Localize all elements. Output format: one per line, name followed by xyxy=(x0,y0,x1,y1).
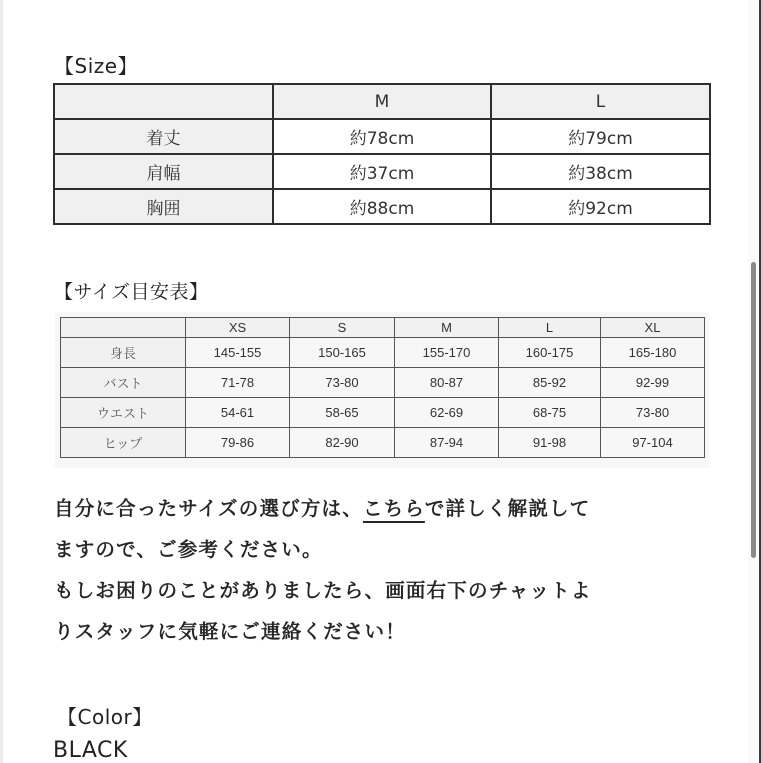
table-cell: 91-98 xyxy=(499,428,601,458)
table-cell: 85-92 xyxy=(499,368,601,398)
scrollbar-thumb[interactable] xyxy=(751,262,756,558)
header-cell-l: L xyxy=(499,318,601,338)
left-edge xyxy=(0,0,3,763)
size-guide-text xyxy=(54,488,714,652)
row-label: 肩幅 xyxy=(54,154,273,189)
table-cell: 92-99 xyxy=(601,368,705,398)
table-row xyxy=(61,428,705,458)
row-label: ウエスト xyxy=(61,398,186,428)
table-cell: 58-65 xyxy=(290,398,395,428)
table-cell: 54-61 xyxy=(186,398,290,428)
table-cell: 82-90 xyxy=(290,428,395,458)
guide-line-2: ますので、ご参考ください。 xyxy=(54,538,323,561)
table-cell: 約88cm xyxy=(273,189,491,224)
row-label: 着丈 xyxy=(54,119,273,154)
table-cell: 165-180 xyxy=(601,338,705,368)
color-heading: 【Color】 xyxy=(57,705,153,729)
row-label: 胸囲 xyxy=(54,189,273,224)
table-cell: 160-175 xyxy=(499,338,601,368)
table-cell: 62-69 xyxy=(395,398,499,428)
header-cell-l: L xyxy=(491,84,710,119)
size-heading: 【Size】 xyxy=(54,54,139,78)
size-chart-table xyxy=(60,317,705,458)
header-cell-xs: XS xyxy=(186,318,290,338)
size-table-header xyxy=(54,84,710,119)
table-row xyxy=(54,154,710,189)
guide-text-after-link: で詳しく解説して xyxy=(424,497,591,520)
table-cell: 71-78 xyxy=(186,368,290,398)
table-cell: 87-94 xyxy=(395,428,499,458)
guide-text-before-link: 自分に合ったサイズの選び方は、 xyxy=(54,497,363,520)
guide-line-1 xyxy=(54,488,714,529)
table-row xyxy=(61,338,705,368)
header-cell-s: S xyxy=(290,318,395,338)
table-cell: 約38cm xyxy=(491,154,710,189)
table-row xyxy=(61,368,705,398)
header-cell-empty xyxy=(61,318,186,338)
table-cell: 73-80 xyxy=(290,368,395,398)
size-chart-heading: 【サイズ目安表】 xyxy=(54,281,209,303)
guide-line-3: もしお困りのことがありましたら、画面右下のチャットよ xyxy=(54,579,592,602)
header-cell-empty xyxy=(54,84,273,119)
table-cell: 79-86 xyxy=(186,428,290,458)
size-table xyxy=(53,83,711,225)
table-row xyxy=(54,119,710,154)
table-cell: 約92cm xyxy=(491,189,710,224)
size-chart-header xyxy=(61,318,705,338)
color-value: BLACK xyxy=(53,738,128,763)
header-cell-xl: XL xyxy=(601,318,705,338)
guide-line-4: りスタッフに気軽にご連絡ください！ xyxy=(54,620,406,643)
row-label: バスト xyxy=(61,368,186,398)
table-cell: 80-87 xyxy=(395,368,499,398)
table-cell: 約37cm xyxy=(273,154,491,189)
table-row xyxy=(54,189,710,224)
header-cell-m: M xyxy=(395,318,499,338)
table-cell: 155-170 xyxy=(395,338,499,368)
table-cell: 約79cm xyxy=(491,119,710,154)
table-cell: 97-104 xyxy=(601,428,705,458)
size-guide-link[interactable]: こちら xyxy=(362,497,425,520)
header-cell-m: M xyxy=(273,84,491,119)
table-cell: 約78cm xyxy=(273,119,491,154)
table-cell: 68-75 xyxy=(499,398,601,428)
row-label: ヒップ xyxy=(61,428,186,458)
table-cell: 145-155 xyxy=(186,338,290,368)
row-label: 身長 xyxy=(61,338,186,368)
table-cell: 150-165 xyxy=(290,338,395,368)
table-cell: 73-80 xyxy=(601,398,705,428)
table-row xyxy=(61,398,705,428)
